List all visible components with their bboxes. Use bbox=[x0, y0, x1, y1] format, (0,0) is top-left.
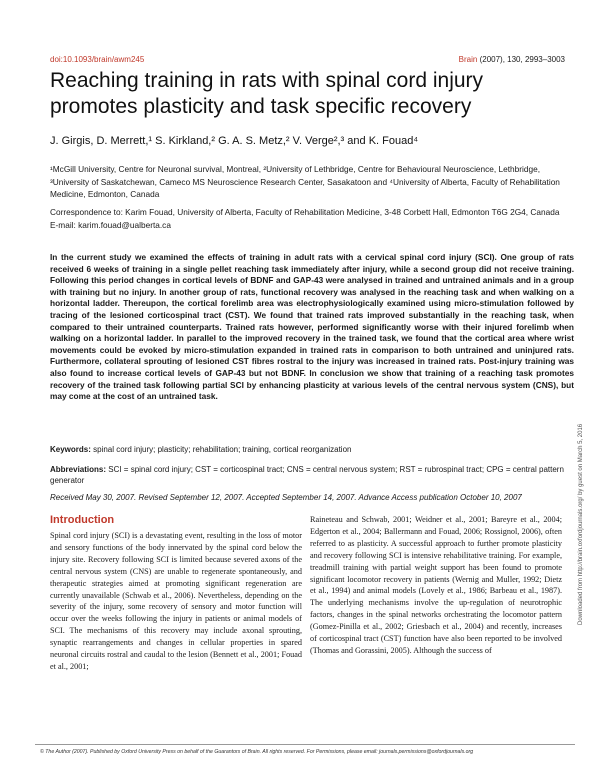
correspondence-email[interactable]: E-mail: karim.fouad@ualberta.ca bbox=[50, 219, 171, 230]
abbreviations bbox=[50, 464, 574, 486]
author-list: J. Girgis, D. Merrett,¹ S. Kirkland,² G. A. S. Metz,² V. Verge²,³ and K. Fouad⁴ bbox=[50, 135, 419, 147]
journal-name: Brain bbox=[458, 55, 478, 64]
doi-link[interactable]: doi:10.1093/brain/awm245 bbox=[50, 55, 145, 64]
keywords-label: Keywords: bbox=[50, 445, 91, 454]
journal-reference bbox=[459, 55, 565, 64]
abstract: In the current study we examined the effects of training in adult rats with a cervical spinal cord injury (SCI). One group of rats received 6 weeks of training in a single pellet reaching task immediately after injury, while a second group did not receive training. Following this period changes in cortical levels of BDNF and GAP-43 were analysed in trained and untrained animals and in a group with training but no injury. In another group of rats, functional recovery was analysed in the reaching task and when walking on a horizontal ladder. Thereupon, the cortical forelimb area was electrophysiologically examined using micro-stimulation followed by tracing of the lesioned corticospinal tract (CST). We found that trained rats improved substantially in the reaching task, when compared to their untrained counterparts. Trained rats however, performed significantly worse with their injured forelimb when walking on a horizontal ladder. In parallel to the improved recovery in the trained task, we found that the cortical area where wrist movements could be evoked by micro-stimulation expanded in trained rats in comparison to both untrained and uninjured rats. Furthermore, collateral sprouting of lesioned CST fibres rostral to the injury was increased in trained rats. Post-injury training was also found to increase cortical levels of GAP-43 but not BDNF. In conclusion we show that training of a reaching task promotes recovery of the trained task following partial SCI by enhancing plasticity at various levels of the central nervous system (CNS), but may come at the cost of an untrained task. bbox=[50, 252, 574, 402]
copyright-footer: © The Author (2007). Published by Oxford University Press on behalf of the Guarantors of Brain. All rights reserved. For Permissions, please email: journals.permissions@oxfordjournals.org bbox=[40, 749, 474, 755]
correspondence-address: Correspondence to: Karim Fouad, University of Alberta, Faculty of Rehabilitation Medicine, 3-48 Corbett Hall, Edmonton T6G 2G4, Canada bbox=[50, 207, 560, 217]
journal-volume-pages: (2007), 130, 2993–3003 bbox=[477, 55, 565, 64]
keywords bbox=[50, 444, 574, 455]
affiliations: ¹McGill University, Centre for Neuronal survival, Montreal, ²University of Lethbridge, Centre for Behavioural Neuroscience, Lethbridge, ³University of Saskatchewan, Cameco MS Neuroscience Research Center, Sasakatoon and ⁴University of Alberta, Faculty of Rehabilitation Medicine, Edmonton, Canada bbox=[50, 164, 560, 199]
body-column-right: Raineteau and Schwab, 2001; Weidner et al., 2001; Bareyre et al., 2004; Edgerton et al., 2004; Ballermann and Fouad, 2006; Rossignol, 2006), often referred to as plasticity. A successful approach to further promote plasticity and recovery following SCI is intensive rehabilitative training. For example, treadmill training with partial weight support has been found to promote significant locomotor recovery in patients (Wernig and Muller, 1992; Dietz et al., 1994) and animal models (Lovely et al., 1986; Barbeau et al., 1987). The underlying mechanisms involve the up-regulation of neurotrophic factors, changes in the spinal networks orchestrating the locomotor pattern (Gomez-Pinilla et al., 2002; Griesbach et al., 2004) and recently, increases of corticospinal tract (CST) function have also been reported to be involved (Thomas and Gorassini, 2005). Although the success of bbox=[310, 515, 562, 655]
download-watermark bbox=[578, 265, 588, 625]
paper-title: Reaching training in rats with spinal cord injury promotes plasticity and task specific recovery bbox=[50, 69, 484, 118]
body-column-left: Spinal cord injury (SCI) is a devastating event, resulting in the loss of motor and sensory functions of the body innervated by the spinal cord below the injury site. Recovery following SCI is limited because severed axons of the central nervous system (CNS) are unable to regenerate spontaneously, and therapeutic strategies aimed at promoting significant regeneration are currently unavailable (Schwab et al., 2006). Nevertheless, depending on the severity of the injury, some recovery of sensory and motor function will occur over the weeks following the injury in patients or animal models of SCI. The mechanisms of this recovery may include axonal sprouting, synaptic rearrangements and changes in cellular properties in spared neuronal circuits rostral and caudal to the lesion (Bennett et al., 2001; Fouad et al., 2001; bbox=[50, 531, 302, 671]
download-watermark-text[interactable]: Downloaded from http://brain.oxfordjournals.org/ by guest on March 5, 2016 bbox=[578, 423, 584, 625]
keywords-text: spinal cord injury; plasticity; rehabilitation; training, cortical reorganization bbox=[90, 445, 352, 454]
correspondence bbox=[50, 206, 570, 231]
section-heading-introduction: Introduction bbox=[50, 514, 115, 526]
footer-divider bbox=[35, 744, 575, 745]
publication-history: Received May 30, 2007. Revised September 12, 2007. Accepted September 14, 2007. Advance Access publication October 10, 2007 bbox=[50, 493, 522, 502]
abbreviations-label: Abbreviations: bbox=[50, 465, 107, 474]
abbreviations-text: SCI = spinal cord injury; CST = corticospinal tract; CNS = central nervous system; RST = rubrospinal tract; CPG = central pattern generator bbox=[50, 465, 564, 485]
